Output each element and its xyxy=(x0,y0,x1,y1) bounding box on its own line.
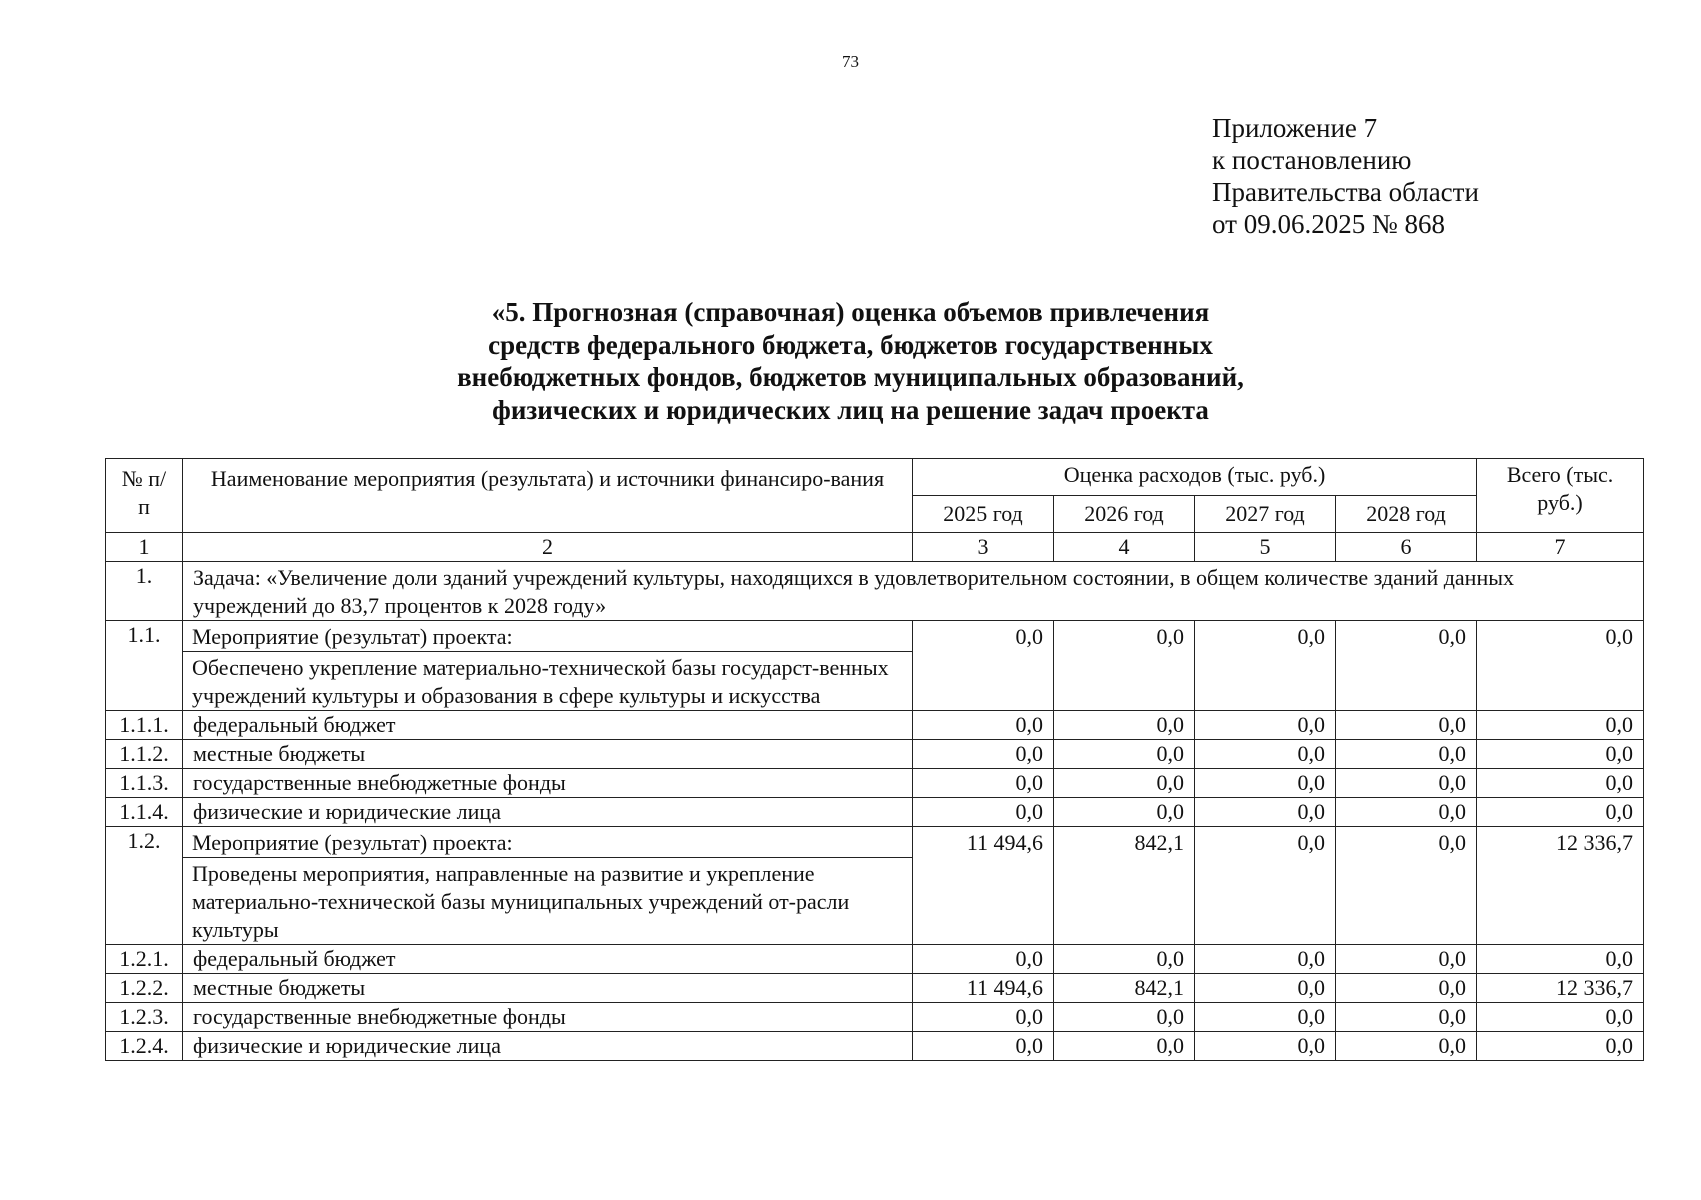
source-number: 1.2.4. xyxy=(106,1032,183,1061)
header-name: Наименование мероприятия (результата) и источники финансиро-вания xyxy=(183,459,913,533)
value-2028: 0,0 xyxy=(1336,945,1477,974)
event-label: Мероприятие (результат) проекта: xyxy=(183,827,912,858)
value-2026: 0,0 xyxy=(1054,1032,1195,1061)
table-body xyxy=(106,459,1644,1061)
value-2027: 0,0 xyxy=(1195,621,1336,711)
value-total: 0,0 xyxy=(1477,740,1644,769)
source-row xyxy=(106,945,1644,974)
appendix-line: Правительства области xyxy=(1212,177,1479,207)
value-2028: 0,0 xyxy=(1336,740,1477,769)
value-2027: 0,0 xyxy=(1195,769,1336,798)
value-2025: 0,0 xyxy=(913,798,1054,827)
value-2028: 0,0 xyxy=(1336,798,1477,827)
header-year: 2028 год xyxy=(1336,496,1477,533)
value-2025: 0,0 xyxy=(913,1032,1054,1061)
task-number: 1. xyxy=(106,562,183,621)
page-number: 73 xyxy=(842,52,859,71)
value-total: 0,0 xyxy=(1477,711,1644,740)
source-number: 1.2.1. xyxy=(106,945,183,974)
value-2025: 0,0 xyxy=(913,711,1054,740)
source-number: 1.1.3. xyxy=(106,769,183,798)
source-row xyxy=(106,974,1644,1003)
value-2025: 0,0 xyxy=(913,769,1054,798)
header-estimate: Оценка расходов (тыс. руб.) xyxy=(913,459,1477,496)
title-line: «5. Прогнозная (справочная) оценка объемов привлечения xyxy=(491,297,1210,327)
value-total: 0,0 xyxy=(1477,1032,1644,1061)
value-total: 0,0 xyxy=(1477,1003,1644,1032)
source-name: федеральный бюджет xyxy=(183,945,913,974)
source-number: 1.2.2. xyxy=(106,974,183,1003)
source-name: государственные внебюджетные фонды xyxy=(183,769,913,798)
appendix-reference xyxy=(1212,112,1479,240)
column-number-row xyxy=(106,533,1644,562)
event-name-cell xyxy=(183,621,913,711)
value-2027: 0,0 xyxy=(1195,827,1336,945)
value-total: 12 336,7 xyxy=(1477,827,1644,945)
value-2026: 0,0 xyxy=(1054,711,1195,740)
value-2027: 0,0 xyxy=(1195,711,1336,740)
value-2027: 0,0 xyxy=(1195,945,1336,974)
header-year: 2027 год xyxy=(1195,496,1336,533)
source-row xyxy=(106,1032,1644,1061)
value-2028: 0,0 xyxy=(1336,769,1477,798)
source-name: местные бюджеты xyxy=(183,974,913,1003)
source-number: 1.2.3. xyxy=(106,1003,183,1032)
title-line: физических и юридических лиц на решение задач проекта xyxy=(492,394,1209,425)
value-2028: 0,0 xyxy=(1336,974,1477,1003)
source-number: 1.1.1. xyxy=(106,711,183,740)
value-2027: 0,0 xyxy=(1195,740,1336,769)
source-name: государственные внебюджетные фонды xyxy=(183,1003,913,1032)
value-2028: 0,0 xyxy=(1336,1032,1477,1061)
appendix-line: к постановлению xyxy=(1212,145,1412,175)
title-line: средств федерального бюджета, бюджетов государственных xyxy=(488,329,1213,360)
column-number: 2 xyxy=(183,533,913,562)
value-2026: 842,1 xyxy=(1054,827,1195,945)
value-2026: 0,0 xyxy=(1054,945,1195,974)
column-number: 5 xyxy=(1195,533,1336,562)
event-name-cell xyxy=(183,827,913,945)
event-number: 1.2. xyxy=(106,827,183,945)
column-number: 3 xyxy=(913,533,1054,562)
source-row xyxy=(106,798,1644,827)
value-2026: 842,1 xyxy=(1054,974,1195,1003)
financing-table xyxy=(105,458,1644,1061)
value-2028: 0,0 xyxy=(1336,711,1477,740)
value-total: 0,0 xyxy=(1477,621,1644,711)
header-year: 2026 год xyxy=(1054,496,1195,533)
value-2025: 11 494,6 xyxy=(913,974,1054,1003)
event-row xyxy=(106,827,1644,945)
value-total: 0,0 xyxy=(1477,798,1644,827)
value-2027: 0,0 xyxy=(1195,1032,1336,1061)
value-2025: 0,0 xyxy=(913,621,1054,711)
source-name: федеральный бюджет xyxy=(183,711,913,740)
value-total: 0,0 xyxy=(1477,769,1644,798)
value-2027: 0,0 xyxy=(1195,798,1336,827)
appendix-line: от 09.06.2025 № 868 xyxy=(1212,209,1445,239)
value-2025: 0,0 xyxy=(913,740,1054,769)
event-row xyxy=(106,621,1644,711)
value-2026: 0,0 xyxy=(1054,769,1195,798)
source-row xyxy=(106,711,1644,740)
column-number: 1 xyxy=(106,533,183,562)
header-num: № п/п xyxy=(106,459,183,533)
value-2028: 0,0 xyxy=(1336,827,1477,945)
value-2025: 0,0 xyxy=(913,1003,1054,1032)
column-number: 6 xyxy=(1336,533,1477,562)
value-total: 12 336,7 xyxy=(1477,974,1644,1003)
source-row xyxy=(106,769,1644,798)
value-total: 0,0 xyxy=(1477,945,1644,974)
source-row xyxy=(106,740,1644,769)
value-2025: 0,0 xyxy=(913,945,1054,974)
source-name: местные бюджеты xyxy=(183,740,913,769)
value-2025: 11 494,6 xyxy=(913,827,1054,945)
document-title xyxy=(0,296,1701,426)
value-2026: 0,0 xyxy=(1054,1003,1195,1032)
column-number: 4 xyxy=(1054,533,1195,562)
event-description: Обеспечено укрепление материально-технической базы государст-венных учреждений культуры и образования в сфере культуры и искусства xyxy=(192,655,889,708)
source-row xyxy=(106,1003,1644,1032)
value-2026: 0,0 xyxy=(1054,740,1195,769)
title-line: внебюджетных фондов, бюджетов муниципальных образований, xyxy=(457,362,1244,392)
value-2026: 0,0 xyxy=(1054,621,1195,711)
source-number: 1.1.4. xyxy=(106,798,183,827)
event-number: 1.1. xyxy=(106,621,183,711)
source-name: физические и юридические лица xyxy=(183,1032,913,1061)
value-2026: 0,0 xyxy=(1054,798,1195,827)
value-2028: 0,0 xyxy=(1336,1003,1477,1032)
value-2027: 0,0 xyxy=(1195,974,1336,1003)
task-row xyxy=(106,562,1644,621)
event-label: Мероприятие (результат) проекта: xyxy=(183,621,912,652)
value-2027: 0,0 xyxy=(1195,1003,1336,1032)
column-number: 7 xyxy=(1477,533,1644,562)
value-2028: 0,0 xyxy=(1336,621,1477,711)
header-row xyxy=(106,459,1644,496)
header-year: 2025 год xyxy=(913,496,1054,533)
event-description: Проведены мероприятия, направленные на развитие и укрепление материально-технической базы муниципальных учреждений от-расли культуры xyxy=(192,861,850,942)
source-name: физические и юридические лица xyxy=(183,798,913,827)
source-number: 1.1.2. xyxy=(106,740,183,769)
appendix-line: Приложение 7 xyxy=(1212,113,1378,143)
header-total: Всего (тыс. руб.) xyxy=(1477,459,1644,533)
task-text: Задача: «Увеличение доли зданий учреждений культуры, находящихся в удовлетворительном состоянии, в общем количестве зданий данных учреждений до 83,7 процентов к 2028 году» xyxy=(183,562,1644,621)
